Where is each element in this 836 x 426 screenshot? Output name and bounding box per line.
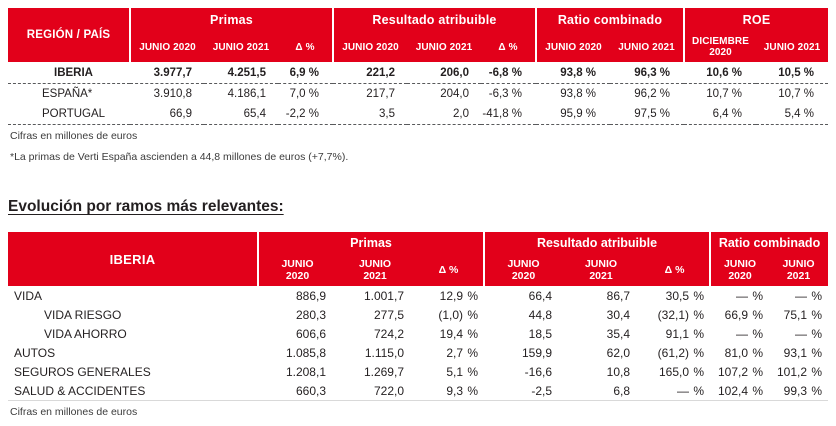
cell-portugal-primas-2020: 66,9 (130, 104, 204, 125)
header-iberia: IBERIA (8, 232, 258, 286)
cell-salud-resultado-delta: — % (640, 381, 710, 401)
subheader-resultado-junio-2021: JUNIO 2021 (407, 32, 481, 62)
cell-seguros-generales-resultado-2020: -16,6 (524, 364, 553, 379)
cell-seguros-generales-ratio-2020: 107,2 % (717, 364, 764, 379)
cell-portugal-resultado-2020: 3,5 (333, 104, 407, 125)
cell-portugal-resultado-delta: -41,8 % (481, 104, 536, 125)
subheader-ratio-junio-2021: JUNIO 2021 (610, 32, 684, 62)
cell-autos-resultado-2021: 62,0 (606, 345, 631, 360)
header2-resultado-atribuible: Resultado atribuible (484, 232, 710, 254)
subheader2-ratio-junio-2021: JUNIO 2021 (769, 254, 828, 286)
cell-salud-ratio-2021: 99,3 % (769, 381, 828, 401)
subheader-primas-junio-2021: JUNIO 2021 (204, 32, 278, 62)
cell-espana-resultado-2021: 204,0 (440, 88, 469, 100)
table-row (8, 84, 828, 105)
table-row (8, 104, 828, 125)
header-resultado-atribuible: Resultado atribuible (333, 8, 536, 32)
cell-iberia-ratio-2021: 96,3 % (610, 62, 684, 84)
table1-note-verti: *La primas de Verti España ascienden a 44,8 millones de euros (+7,7%). (10, 151, 349, 163)
cell-portugal-ratio-2021: 97,5 % (610, 104, 684, 125)
cell-vida-riesgo-resultado-2021: 30,4 (606, 307, 631, 322)
cell-autos-primas-delta: 2,7 % (446, 345, 479, 360)
cell-salud-primas-2021: 722,0 (336, 381, 414, 401)
cell-espana-ratio-2020: 93,8 % (560, 88, 597, 100)
cell-autos-resultado-delta: (61,2) % (657, 345, 705, 360)
table2-body (8, 286, 828, 401)
cell-seguros-generales-primas-2021: 1.269,7 (363, 364, 404, 379)
subheader2-resultado-delta: Δ % (640, 254, 710, 286)
cell-vida-ratio-2021: — % (795, 288, 823, 303)
header-roe: ROE (684, 8, 828, 32)
cell-vida-ratio-2020: — % (736, 288, 764, 303)
row-label-autos: AUTOS (14, 345, 56, 360)
cell-salud-resultado-2021: 6,8 (562, 381, 640, 401)
subheader-roe-junio-2021: JUNIO 2021 (756, 32, 828, 62)
table-row (8, 62, 828, 84)
cell-autos-primas-2021: 1.115,0 (364, 345, 404, 360)
table-ramos-relevantes (8, 232, 828, 401)
cell-espana-primas-delta: 7,0 % (289, 88, 319, 100)
cell-vida-resultado-delta: 30,5 % (665, 288, 705, 303)
cell-vida-riesgo-resultado-delta: (32,1) % (657, 307, 705, 322)
subheader2-primas-junio-2020: JUNIO 2020 (258, 254, 336, 286)
cell-autos-ratio-2020: 81,0 % (724, 345, 764, 360)
cell-vida-riesgo-ratio-2021: 75,1 % (783, 307, 823, 322)
cell-iberia-resultado-2021: 206,0 (407, 62, 481, 84)
subheader-ratio-junio-2020: JUNIO 2020 (536, 32, 610, 62)
table2-group-header-row (8, 232, 828, 254)
cell-salud-ratio-2020: 102,4 % (710, 381, 769, 401)
cell-vida-riesgo-primas-delta: (1,0) % (438, 307, 479, 322)
table-row (8, 324, 828, 343)
row-label-espana: ESPAÑA* (42, 88, 93, 100)
cell-vida-riesgo-resultado-2020: 44,8 (528, 307, 553, 322)
cell-seguros-generales-resultado-delta: 165,0 % (658, 364, 705, 379)
cell-autos-primas-2020: 1.085,8 (285, 345, 326, 360)
header2-primas: Primas (258, 232, 484, 254)
cell-vida-ahorro-resultado-2021: 35,4 (606, 326, 631, 341)
cell-espana-resultado-2020: 217,7 (366, 88, 395, 100)
cell-vida-ahorro-ratio-2020: — % (736, 326, 764, 341)
subheader-roe-diciembre-2020: DICIEMBRE 2020 (684, 32, 756, 62)
cell-iberia-roe-dic2020: 10,6 % (684, 62, 756, 84)
cell-vida-primas-2021: 1.001,7 (363, 288, 404, 303)
header-primas: Primas (130, 8, 333, 32)
cell-vida-ahorro-resultado-2020: 18,5 (528, 326, 553, 341)
subheader2-resultado-junio-2020: JUNIO 2020 (484, 254, 562, 286)
subheader-primas-delta: Δ % (278, 32, 333, 62)
cell-vida-primas-delta: 12,9 % (439, 288, 479, 303)
section-title-evolucion: Evolución por ramos más relevantes: (8, 198, 284, 215)
header-ratio-combinado: Ratio combinado (536, 8, 684, 32)
table2-head (8, 232, 828, 286)
cell-salud-primas-2020: 660,3 (258, 381, 336, 401)
subheader2-primas-junio-2021: JUNIO 2021 (336, 254, 414, 286)
table1-body (8, 62, 828, 125)
cell-salud-resultado-2020: -2,5 (484, 381, 562, 401)
subheader-primas-junio-2020: JUNIO 2020 (130, 32, 204, 62)
cell-vida-resultado-2020: 66,4 (528, 288, 553, 303)
cell-vida-riesgo-primas-2021: 277,5 (373, 307, 404, 322)
cell-iberia-resultado-delta: -6,8 % (481, 62, 536, 84)
cell-vida-primas-2020: 886,9 (295, 288, 326, 303)
table2-note-units: Cifras en millones de euros (10, 406, 138, 418)
row-label-iberia: IBERIA (8, 62, 130, 84)
row-label-vida-riesgo: VIDA RIESGO (44, 307, 122, 322)
cell-vida-ahorro-resultado-delta: 91,1 % (665, 326, 705, 341)
header-region-pais: REGIÓN / PAÍS (8, 8, 130, 62)
table-row (8, 381, 828, 401)
table-iberia-summary (8, 8, 828, 125)
cell-portugal-ratio-2020: 95,9 % (536, 104, 610, 125)
table-row (8, 286, 828, 305)
cell-portugal-resultado-2021: 2,0 (407, 104, 481, 125)
cell-vida-riesgo-ratio-2020: 66,9 % (724, 307, 764, 322)
table1-head (8, 8, 828, 62)
row-label-salud-accidentes: SALUD & ACCIDENTES (8, 381, 258, 401)
cell-autos-ratio-2021: 93,1 % (783, 345, 823, 360)
cell-vida-ahorro-ratio-2021: — % (795, 326, 823, 341)
table1-sub-header-row (8, 32, 828, 62)
row-label-vida-ahorro: VIDA AHORRO (44, 326, 127, 341)
cell-portugal-primas-delta: -2,2 % (278, 104, 333, 125)
cell-portugal-roe-jun2021: 5,4 % (756, 104, 828, 125)
cell-iberia-primas-2021: 4.251,5 (204, 62, 278, 84)
row-label-seguros-generales: SEGUROS GENERALES (14, 364, 151, 379)
cell-seguros-generales-resultado-2021: 10,8 (606, 364, 631, 379)
cell-espana-primas-2021: 4.186,1 (227, 88, 266, 100)
table1-note-units: Cifras en millones de euros (10, 130, 138, 142)
subheader-resultado-delta: Δ % (481, 32, 536, 62)
cell-vida-resultado-2021: 86,7 (606, 288, 631, 303)
cell-espana-roe-jun2021: 10,7 % (778, 88, 815, 100)
cell-iberia-primas-delta: 6,9 % (278, 62, 333, 84)
cell-espana-ratio-2021: 96,2 % (634, 88, 671, 100)
cell-espana-primas-2020: 3.910,8 (153, 88, 192, 100)
subheader2-primas-delta: Δ % (414, 254, 484, 286)
cell-seguros-generales-primas-2020: 1.208,1 (285, 364, 326, 379)
subheader-resultado-junio-2020: JUNIO 2020 (333, 32, 407, 62)
cell-portugal-roe-dic2020: 6,4 % (684, 104, 756, 125)
header2-ratio-combinado: Ratio combinado (710, 232, 828, 254)
table-row (8, 305, 828, 324)
cell-seguros-generales-primas-delta: 5,1 % (446, 364, 479, 379)
table1-group-header-row (8, 8, 828, 32)
subheader2-ratio-junio-2020: JUNIO 2020 (710, 254, 769, 286)
cell-seguros-generales-ratio-2021: 101,2 % (776, 364, 823, 379)
cell-iberia-primas-2020: 3.977,7 (130, 62, 204, 84)
cell-vida-ahorro-primas-2020: 606,6 (295, 326, 326, 341)
cell-iberia-roe-jun2021: 10,5 % (756, 62, 828, 84)
cell-espana-resultado-delta: -6,3 % (488, 88, 523, 100)
row-label-portugal: PORTUGAL (8, 104, 130, 125)
subheader2-resultado-junio-2021: JUNIO 2021 (562, 254, 640, 286)
cell-vida-riesgo-primas-2020: 280,3 (295, 307, 326, 322)
cell-espana-roe-dic2020: 10,7 % (706, 88, 743, 100)
cell-iberia-resultado-2020: 221,2 (333, 62, 407, 84)
cell-portugal-primas-2021: 65,4 (204, 104, 278, 125)
cell-vida-ahorro-primas-2021: 724,2 (373, 326, 404, 341)
cell-salud-primas-delta: 9,3 % (414, 381, 484, 401)
cell-vida-ahorro-primas-delta: 19,4 % (439, 326, 479, 341)
table-row (8, 343, 828, 362)
row-label-vida: VIDA (14, 288, 43, 303)
table-row (8, 362, 828, 381)
cell-iberia-ratio-2020: 93,8 % (536, 62, 610, 84)
cell-autos-resultado-2020: 159,9 (521, 345, 553, 360)
